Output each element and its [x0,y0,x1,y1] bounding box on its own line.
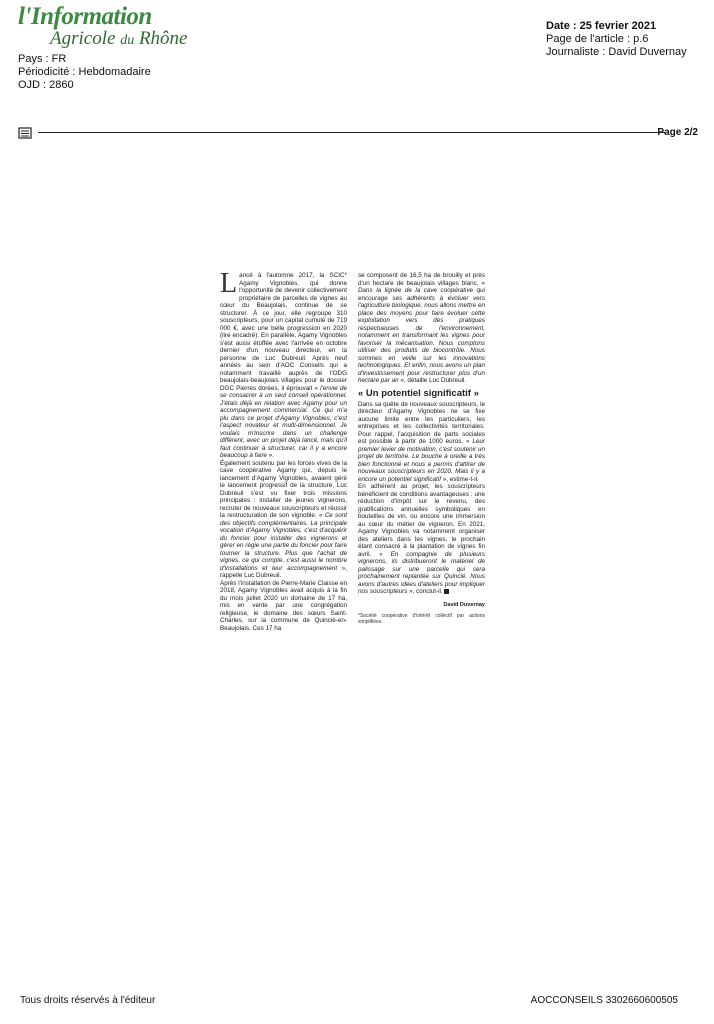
paragraph [220,580,347,633]
logo-word-agricole: Agricole [50,28,121,49]
page-indicator: Page 2/2 [657,127,698,138]
periodicite: Périodicité : Hebdomadaire [18,66,151,78]
paragraph [358,272,485,385]
quote-run: Dans la lignée de la cave coopérative qui encourage ses adhérents à évoluer vers l'agriculture biologique, nous allons mettre en place des moyens pour faire évoluer cette exploitation vers des pratiques respectueuses de l'environnement, notamment en transformant les vignes pour favoriser la mécanisation. Nous comptons utiliser des produits de biocontrôle. Nous sommes en veille sur les innovations technologiques. Et enfin, nous avons un plan d'investissement pour restructurer plus d'un hectare par an [358,287,485,384]
quote-run: En compagnie de plusieurs vignerons, ils distribueront le matériel de palissage sur une parcelle qui sera prochainement replantée sur Quincié. Nous avons d'autres idées d'ateliers pour impliquer nos souscripteurs [358,550,485,595]
text-run: ». [266,452,274,459]
paragraph [220,268,347,460]
publication-logo [18,4,218,50]
logo-line-2 [18,29,218,50]
text-run: Également soutenu par les forces vives de la cave coopérative Agamy qui, depuis le lancement d'Agamy Vignobles, avaient géré le lancement progressif de la structure, Luc Dubreuil s'est vu fixer trois missions principales : installer de jeunes vignerons, recruter de nouveaux souscripteurs et réussir la restructuration de son vignoble. « [220,459,347,519]
newspaper-icon [18,126,32,140]
divider [38,132,666,133]
text-run: », conclut-il. [407,588,443,595]
footnote: *Société coopérative d'intérêt collectif par actions simplifiées. [358,613,485,625]
publication-meta [18,53,151,92]
paragraph [358,401,485,484]
text-run: », rappelle Luc Dubreuil. [220,564,347,579]
text-run: Dans sa quête de nouveaux souscripteurs, le directeur d'Agamy Vignobles ne se fixe aucune limite entre les particuliers, les entreprises et les collectivités territoriales. Pour rappel, l'acquisition de parts sociales est possible à partir de 1000 euros. « [358,400,485,445]
footer-rights: Tous droits réservés à l'éditeur [20,995,156,1006]
text-run: », estime-t-il. [440,475,479,483]
article-page: Page de l'article : p.6 [546,33,649,45]
quote-run: Ce sont des objectifs complémentaires. La principale vocation d'Agamy Vignobles, c'est d'acquérir du foncier pour installer des vignerons et gérer en régie une partie du foncier pour faire tourner la structure. Plus que l'achat de vignes, ce qui compte, c'est aussi le nombre d'installations et leur accompagnement [220,512,347,572]
article-column-1 [220,268,347,632]
paragraph [220,460,347,580]
quote-run: l'envie de se consacrer à un seul conseil opérationnel. J'étais déjà en relation avec Agamy pour un accompagnement commercial. Ce qui m'a plu dans ce projet d'Agamy Vignobles, c'est l'aspect novateur et multi-dimensionnel. Je voulais m'inscrire dans un challenge différent, avec un projet déjà lancé, mais qu'il faut continuer à structurer, car il y a encore beaucoup à faire [220,384,347,459]
subheading: « Un potentiel significatif » [358,387,479,399]
pays: Pays : FR [18,53,67,65]
paragraph [358,483,485,596]
dropcap: L [220,268,238,299]
text-run: », détaille Luc Dubreuil. [398,377,467,384]
page-rule [18,126,698,140]
logo-word-rhone: Rhône [134,28,188,49]
logo-line-1: l'Information [18,3,152,30]
article-date: Date : 25 fevrier 2021 [546,20,657,32]
text-run: En adhérent au projet, les souscripteurs bénéficient de conditions avantageuses : une réduction d'impôt sur le revenu, des gratifications annuelles symboliques en bouteilles de vin, ou encore une immersion au cœur du métier de vigneron. En 2021, Agamy Vignobles va notamment organiser des ateliers dans les vignes, le prochain étant consacré à la plantation de vignes fin avril. « [358,483,485,558]
article-meta [546,20,687,59]
end-mark-icon [444,589,449,594]
text-run: Après l'installation de Pierre-Marie Claisse en 2018, Agamy Vignobles avait acquis à la fin du mois juillet 2020 un domaine de 17 ha, mis en vente par une congrégation religieuse, le domaine des sœurs Saint-Charles, sur la commune de Quincié-en-Beaujolais. Ces 17 ha [220,579,347,632]
byline: David Duvernay [443,601,485,608]
footer-reference: AOCCONSEILS 3302660600505 [530,995,678,1006]
logo-word-du: du [120,33,135,48]
text-run: ancé à l'automne 2017, la SCIC* Agamy Vignobles, qui donne l'opportunité de devenir collectivement propriétaire de parcelles de vignes au cœur du Beaujolais, continue de se structurer. À ce jour, elle regroupe 310 souscripteurs, pour un capital cumulé de 719 000 €, avec une belle progression en 2020 (lire encadré). En parallèle, Agamy Vignobles s'est aussi étoffée avec l'arrivée en octobre dernier d'un nouveau directeur, en la personne de Luc Dubreuil. Après neuf années au sein d'AOC Conseils qui a notamment travaillé auprès de l'ODG beaujolais-beaujolais villages pour le dossier DGC Pierres dorées, il éprouvait « [220,272,347,392]
text-run: se composent de 16,5 ha de brouilly et près d'un hectare de beaujolais villages blanc. « [358,272,485,287]
article-journalist: Journaliste : David Duvernay [546,46,687,58]
quote-run: Leur premier levier de motivation, c'est soutenir un projet de territoire. Le bouche à oreille a très bien fonctionné et nous a permis d'attirer de nouveaux souscripteurs en 2020. Mais il y a encore un potentiel significatif [358,438,485,483]
ojd: OJD : 2860 [18,79,74,91]
article-column-2 [358,272,485,625]
